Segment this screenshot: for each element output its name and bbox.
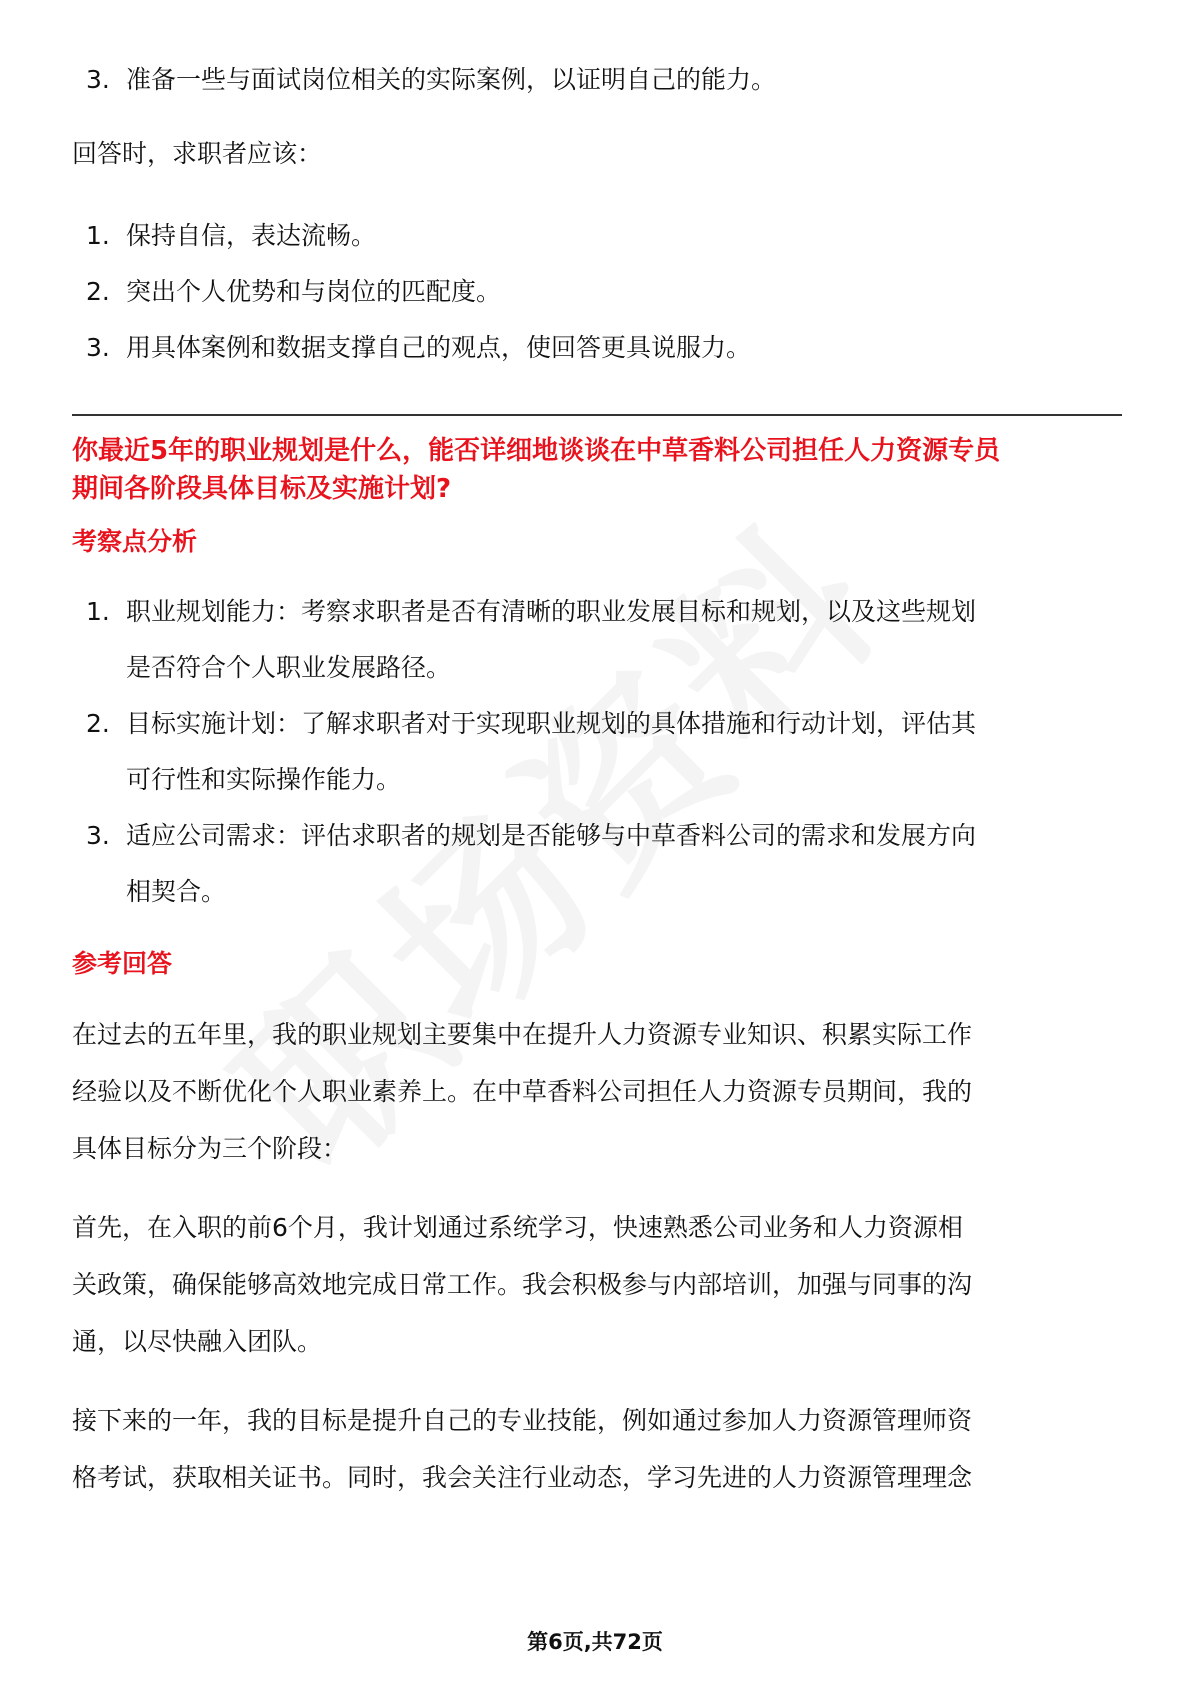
reference-paragraph <box>72 1006 1122 1177</box>
paragraph-line: 格考试，获取相关证书。同时，我会关注行业动态，学习先进的人力资源管理理念 <box>72 1463 973 1492</box>
list-item <box>72 808 1122 920</box>
list-text-line: 职业规划能力：考察求职者是否有清晰的职业发展目标和规划，以及这些规划 <box>126 597 977 626</box>
list-number: 2. <box>86 277 110 306</box>
list-number: 1. <box>86 221 110 250</box>
list-item <box>72 696 1122 808</box>
list-number: 3. <box>86 821 110 850</box>
answer-intro: 回答时，求职者应该： <box>72 139 323 168</box>
list-item <box>72 208 1122 264</box>
list-text-line: 相契合。 <box>126 877 227 906</box>
analysis-heading: 考察点分析 <box>72 527 198 556</box>
paragraph-line: 关政策，确保能够高效地完成日常工作。我会积极参与内部培训，加强与同事的沟 <box>72 1270 973 1299</box>
reference-heading: 参考回答 <box>72 949 173 978</box>
paragraph-line: 接下来的一年，我的目标是提升自己的专业技能，例如通过参加人力资源管理师资 <box>72 1406 973 1435</box>
list-number: 2. <box>86 709 110 738</box>
prep-list <box>72 52 1122 108</box>
question-line: 你最近5年的职业规划是什么，能否详细地谈谈在中草香料公司担任人力资源专员 <box>72 436 1001 466</box>
list-item <box>72 320 1122 376</box>
list-number: 3. <box>86 65 110 94</box>
page-footer: 第6页,共72页 <box>527 1630 663 1654</box>
question-line: 期间各阶段具体目标及实施计划? <box>72 474 452 504</box>
paragraph-line: 在过去的五年里，我的职业规划主要集中在提升人力资源专业知识、积累实际工作 <box>72 1020 973 1049</box>
paragraph-line: 具体目标分为三个阶段： <box>72 1134 348 1163</box>
list-item <box>72 52 1122 108</box>
reference-paragraph <box>72 1199 1122 1370</box>
paragraph-line: 经验以及不断优化个人职业素养上。在中草香料公司担任人力资源专员期间，我的 <box>72 1077 973 1106</box>
list-number: 1. <box>86 597 110 626</box>
list-text-line: 目标实施计划：了解求职者对于实现职业规划的具体措施和行动计划，评估其 <box>126 709 977 738</box>
list-text-line: 可行性和实际操作能力。 <box>126 765 402 794</box>
paragraph-line: 通，以尽快融入团队。 <box>72 1327 323 1356</box>
list-item <box>72 264 1122 320</box>
paragraph-line: 首先，在入职的前6个月，我计划通过系统学习，快速熟悉公司业务和人力资源相 <box>72 1213 963 1242</box>
page-content <box>72 52 1122 1506</box>
analysis-list <box>72 584 1122 920</box>
list-text-line: 适应公司需求：评估求职者的规划是否能够与中草香料公司的需求和发展方向 <box>126 821 977 850</box>
list-item <box>72 584 1122 696</box>
list-number: 3. <box>86 333 110 362</box>
list-text: 突出个人优势和与岗位的匹配度。 <box>126 277 502 306</box>
question-title <box>72 432 1122 508</box>
list-text: 用具体案例和数据支撑自己的观点，使回答更具说服力。 <box>126 333 752 362</box>
list-text: 保持自信，表达流畅。 <box>126 221 377 250</box>
reference-paragraph <box>72 1392 1122 1506</box>
list-text-line: 是否符合个人职业发展路径。 <box>126 653 452 682</box>
answer-tips-list <box>72 208 1122 376</box>
list-text: 准备一些与面试岗位相关的实际案例，以证明自己的能力。 <box>126 65 777 94</box>
